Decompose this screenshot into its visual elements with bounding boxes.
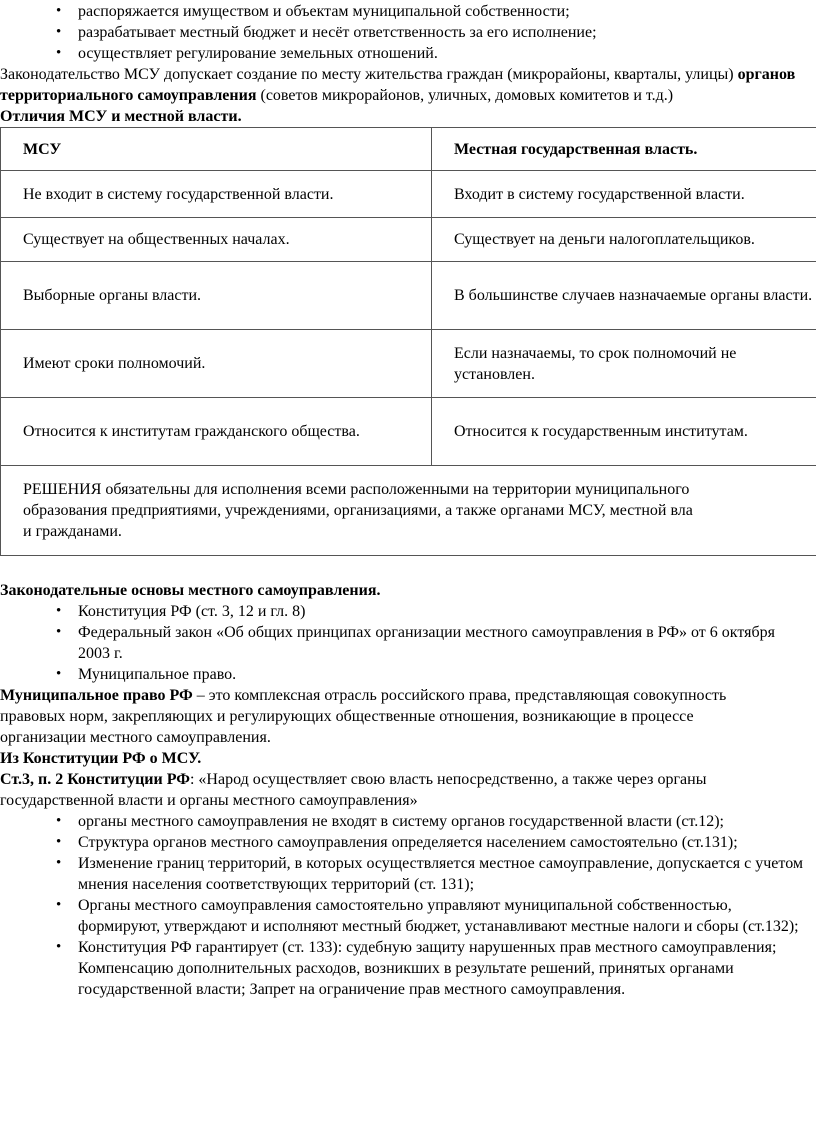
list-item: • осуществляет регулирование земельных отношений. (0, 43, 816, 64)
article-paragraph (0, 769, 816, 811)
differences-heading-text: Отличия МСУ и местной власти. (0, 108, 242, 125)
footer-line: образования предприятиями, учреждениями, организациями, а также органами МСУ, местной вла (23, 502, 693, 519)
top-bullet-list (0, 1, 816, 64)
table-footer-row (1, 466, 816, 556)
list-item: • разрабатывает местный бюджет и несёт ответственность за его исполнение; (0, 22, 816, 43)
list-item: • Органы местного самоуправления самостоятельно управляют муниципальной собственностью, формируют, утверждают и исполняют местный бюджет, устанавливают местные налоги и сборы (ст.132); (0, 895, 812, 937)
list-item: • Конституция РФ (ст. 3, 12 и гл. 8) (0, 601, 816, 622)
table-row (1, 262, 816, 330)
list-item: • Федеральный закон «Об общих принципах организации местного самоуправления в РФ» от 6 октября 2003 г. (0, 622, 816, 664)
table-row (1, 171, 816, 218)
table-cell: Если назначаемы, то срок полномочий не установлен. (432, 330, 816, 398)
list-item: • распоряжается имуществом и объектам муниципальной собственности; (0, 1, 816, 22)
table-header-row (1, 128, 816, 171)
differences-heading (0, 106, 816, 127)
municipal-law-definition: – это комплексная отрасль российского права, представляющая совокупность правовых норм, закрепляющих и регулирующих общественные отношения, возникающие в процессе организации местного самоуправления. (0, 687, 727, 746)
intro-paragraph (0, 64, 816, 106)
table-cell: Существует на общественных началах. (1, 218, 432, 262)
table-cell: Имеют сроки полномочий. (1, 330, 432, 398)
table-cell: Входит в систему государственной власти. (432, 171, 816, 218)
footer-line: и гражданами. (23, 523, 122, 540)
constitution-heading (0, 748, 816, 769)
article-reference: Ст.3, п. 2 Конституции РФ (0, 771, 190, 788)
intro-text-end: (советов микрорайонов, уличных, домовых комитетов и т.д.) (256, 87, 674, 104)
list-item: • органы местного самоуправления не входят в систему органов государственной власти (ст.12); (0, 811, 812, 832)
table-cell: Относится к государственным институтам. (432, 398, 816, 466)
intro-text-start: Законодательство МСУ допускает создание по месту жительства граждан (микрорайоны, кварталы, улицы) (0, 66, 738, 83)
table-header-cell: МСУ (1, 128, 432, 171)
list-item: • Изменение границ территорий, в которых осуществляется местное самоуправление, допускается с учетом мнения населения соответствующих территорий (ст. 131); (0, 853, 812, 895)
table-cell: Выборные органы власти. (1, 262, 432, 330)
table-cell: В большинстве случаев назначаемые органы власти. (432, 262, 816, 330)
comparison-table (0, 127, 816, 556)
table-row (1, 330, 816, 398)
article-quote: : «Народ осуществляет свою власть непосредственно, а также через органы государственной власти и органы местного самоуправления» (0, 771, 707, 809)
table-row (1, 398, 816, 466)
table-cell: Не входит в систему государственной власти. (1, 171, 432, 218)
intro-bold-term: органов территориального самоуправления (0, 66, 796, 104)
constitution-heading-text: Из Конституции РФ о МСУ. (0, 750, 202, 767)
table-cell: Существует на деньги налогоплательщиков. (432, 218, 816, 262)
list-item: • Муниципальное право. (0, 664, 816, 685)
list-item: • Конституция РФ гарантирует (ст. 133): судебную защиту нарушенных прав местного самоуправления; Компенсацию дополнительных расходов, возникших в результате решений, принятых органами государственной власти; Запрет на ограничение прав местного самоуправления. (0, 937, 812, 1000)
footer-line: РЕШЕНИЯ обязательны для исполнения всеми расположенными на территории муниципального (23, 481, 690, 498)
table-row (1, 218, 816, 262)
list-item: • Структура органов местного самоуправления определяется населением самостоятельно (ст.131); (0, 832, 812, 853)
municipal-law-paragraph (0, 685, 816, 748)
table-footer-cell (1, 466, 816, 556)
legal-basis-heading (0, 580, 816, 601)
constitution-bullet-list (0, 811, 816, 1000)
legal-bullet-list (0, 601, 816, 685)
table-cell: Относится к институтам гражданского общества. (1, 398, 432, 466)
table-header-cell: Местная государственная власть. (432, 128, 816, 171)
legal-basis-heading-text: Законодательные основы местного самоуправления. (0, 582, 381, 599)
municipal-law-term: Муниципальное право РФ (0, 687, 193, 704)
